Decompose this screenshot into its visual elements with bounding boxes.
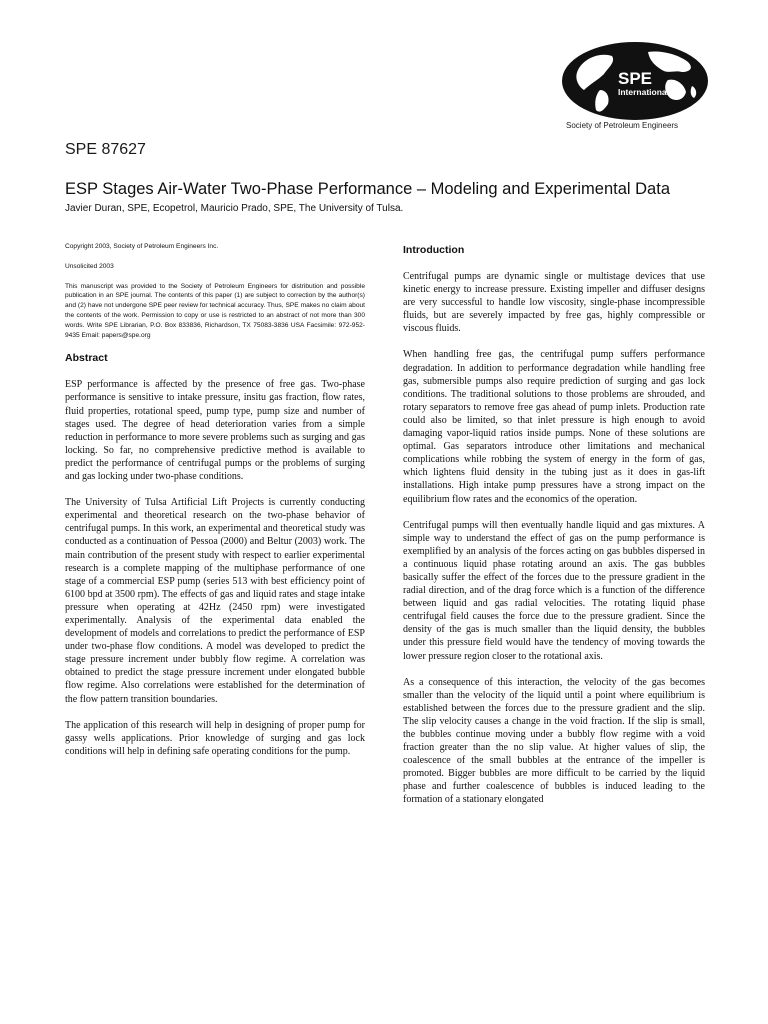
- introduction-paragraph: Centrifugal pumps are dynamic single or multistage devices that use kinetic energy to increase pressure. Existing impeller and diffuser designs are very successful to handle low viscosity, single-phase incompressible fluids, but are severely impacted by free gas, highly compressible or viscous fluids.: [403, 271, 705, 335]
- logo-word: International: [618, 87, 670, 97]
- logo-acronym: SPE: [618, 69, 653, 88]
- logo-caption: Society of Petroleum Engineers: [566, 121, 679, 130]
- introduction-paragraph: Centrifugal pumps will then eventually handle liquid and gas mixtures. A simple way to understand the effect of gas on the pump performance is exemplified by an analysis of the forces acting on gas bubbles dispersed in a continuous liquid phase rotating around an axis. The gas bubbles basically suffer the effect of the forces due to the pressure gradient in the radial direction, and of the drag force which is a function of the difference between liquid and gas radial velocities. The rotating liquid phase centrifugal field causes the force due to the pressure gradient. Since the density of the gas is much smaller than the liquid density, the bubbles under this pressure field would have the tendency of moving towards the lower pressure region closer to the rotational axis.: [403, 519, 705, 662]
- paper-number: SPE 87627: [65, 141, 146, 158]
- paper-title: ESP Stages Air-Water Two-Phase Performance – Modeling and Experimental Data: [65, 180, 670, 198]
- abstract-paragraph: ESP performance is affected by the presence of free gas. Two-phase performance is sensitive to intake pressure, insitu gas fraction, flow rates, fluid properties, rotational speed, pump type, pump size and number of stages used. The degree of head deterioration varies from a simple reduction in performance to more severe problems such as surging and gas locking. So far, no comprehensive predictive method is available to predict the performance of centrifugal pumps or the problems of surging and gas locking under two-phase conditions.: [65, 379, 365, 483]
- left-column: [65, 242, 365, 771]
- introduction-paragraph: As a consequence of this interaction, the velocity of the gas becomes smaller than the velocity of the liquid until a point where equilibrium is established between the forces due to the pressure gradient and the slip. The slip velocity causes a change in the void fraction. If the slip is small, the bubbles continue moving under a bubbly flow regime with a void fraction greater than the no slip value. At higher values of slip, the coalescence of the small bubbles at the entrance of the impeller is promoted. Bigger bubbles are more difficult to be carried by the liquid phase and further coalescence of bubbles is induced leading to the formation of a stationary elongated: [403, 676, 705, 806]
- copyright-notice: Copyright 2003, Society of Petroleum Engineers Inc.: [65, 243, 219, 250]
- introduction-paragraph: When handling free gas, the centrifugal pump suffers performance degradation. In addition to performance degradation while handling free gas, submersible pumps also require prediction of surging and gas lock conditions. The traditional solutions to those problems are shrouded, and rotary separators to remove free gas ahead of pump inlets. Production rate could also be limited, so that inlet pressure is high enough to avoid damaging vapor-liquid ratios inside pumps. None of these solutions are optimal. Gas separators introduce other limitations and mechanical complications while robbing the system of energy in the form of gas, which lightens fluid density in the tubing just as it does in gas-lift installations. High intake pump pressures have a strong impact on the equilibrium flow rates and the economics of the operation.: [403, 349, 705, 505]
- right-column: [403, 244, 705, 820]
- abstract-heading: Abstract: [65, 352, 108, 365]
- paper-authors: Javier Duran, SPE, Ecopetrol, Mauricio Prado, SPE, The University of Tulsa.: [65, 203, 404, 214]
- spe-logo: [560, 40, 710, 132]
- unsolicited-notice: Unsolicited 2003: [65, 262, 114, 270]
- introduction-heading: Introduction: [403, 244, 465, 256]
- globe-logo-icon: [560, 40, 710, 132]
- abstract-paragraph: The University of Tulsa Artificial Lift Projects is currently conducting experimental and theoretical research on the two-phase behavior of centrifugal pumps. In this work, an experimental and theoretical study was conducted as a continuation of Pessoa (2000) and Beltur (2003) work. The main contribution of the present study with respect to earlier experimental research is a complete mapping of the multiphase performance of one stage of a commercial ESP pump (series 513 with best efficiency point of 6100 bpd at 3500 rpm). The effects of gas and liquid rates and stage intake pressure when operating at 42Hz (2450 rpm) were investigated experimentally. Analysis of the experimental data enabled the development of models and correlations to predict the performance of ESP under two-phase flow conditions. A model was developed to predict the stage pressure increment under bubbly flow regime. A correlation was obtained to predict the stage pressure increment under elongated bubble flow regime. Also correlations were established for the determination of the flow pattern transition boundaries.: [65, 497, 365, 705]
- manuscript-notice: This manuscript was provided to the Society of Petroleum Engineers for distribution and possible publication in an SPE journal. The contents of this paper (1) are subject to correction by the author(s) and (2) have not undergone SPE peer review for technical accuracy. Thus, SPE makes no claim about the contents of the work. Permission to copy or use is restricted to an abstract of not more than 300 words. Write SPE Librarian, P.O. Box 833836, Richardson, TX 75083-3836 USA Facsimile: 972-952-9435 Email: papers@spe.org: [65, 282, 365, 339]
- abstract-paragraph: The application of this research will help in designing of proper pump for gassy wells applications. Prior knowledge of surging and gas lock conditions will help in defining safe operating conditions for the pump.: [65, 719, 365, 757]
